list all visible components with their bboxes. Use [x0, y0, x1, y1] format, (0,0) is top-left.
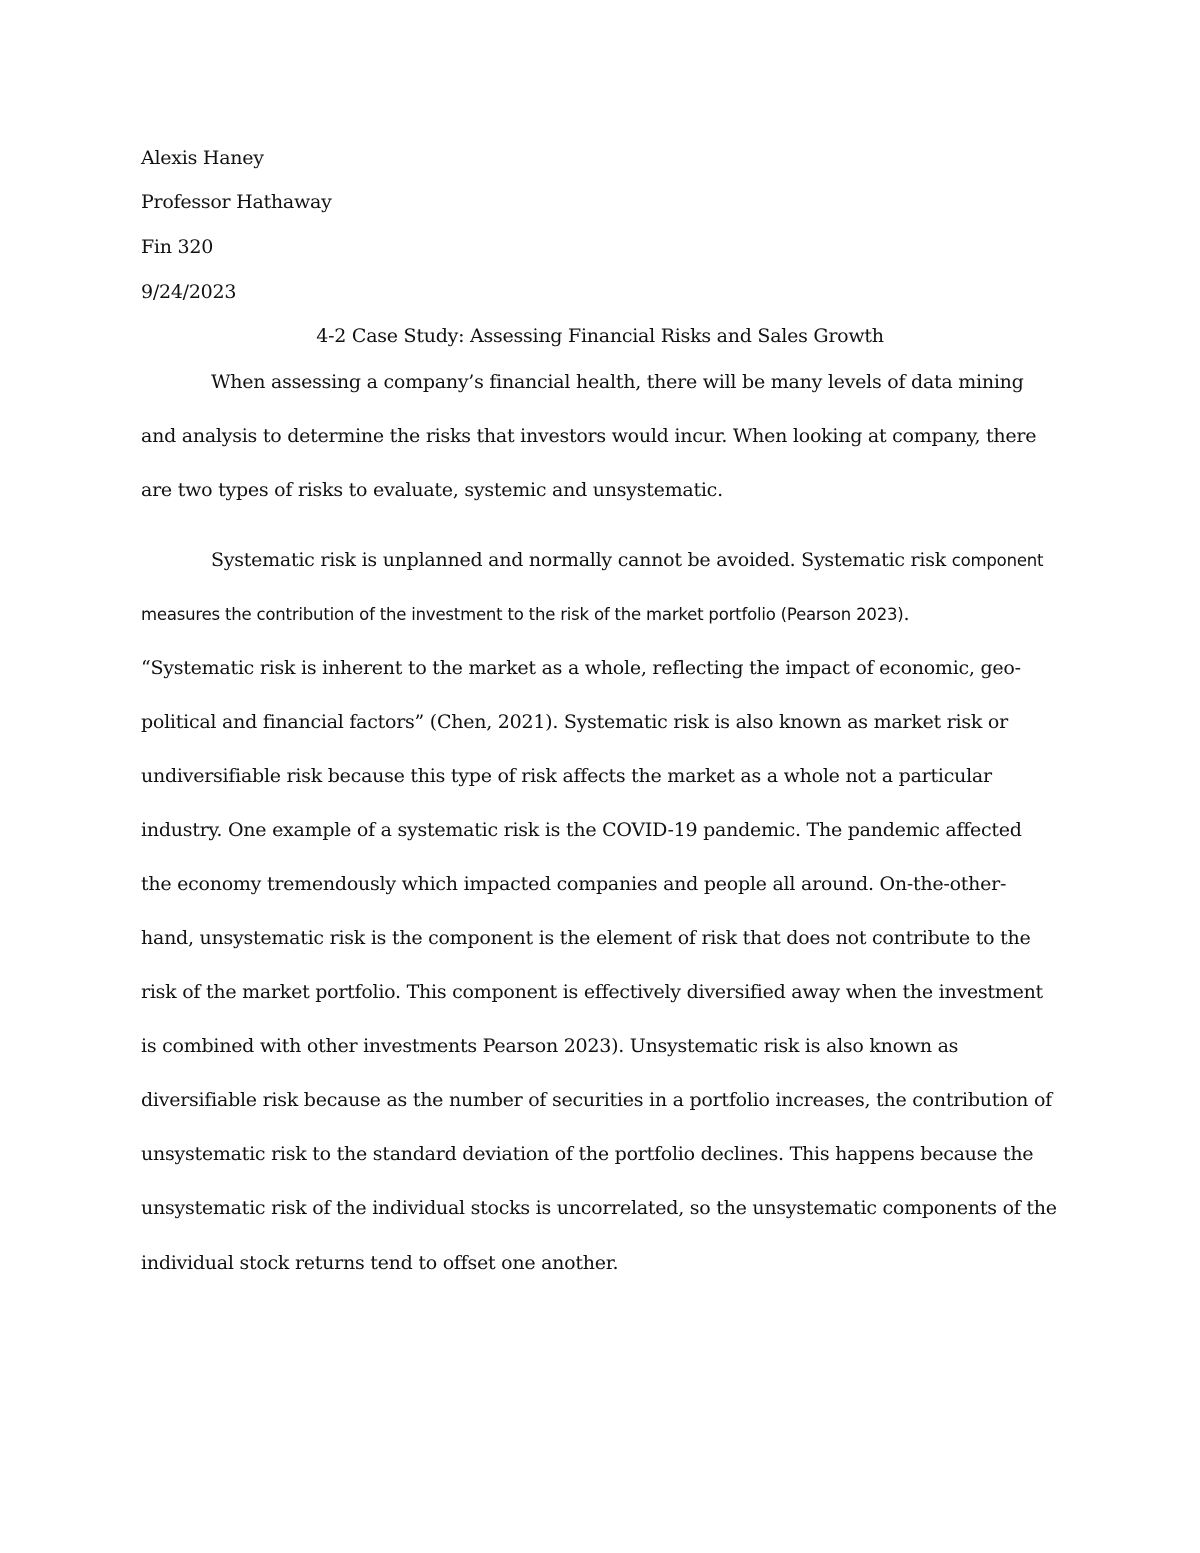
paragraph-line: undiversifiable risk because this type of risk affects the market as a whole not a particular [141, 765, 992, 787]
paragraph-line: individual stock returns tend to offset one another. [141, 1252, 619, 1274]
paragraph-line [141, 602, 909, 627]
paragraph-line: When assessing a company’s financial health, there will be many levels of data mining [211, 371, 1024, 393]
paragraph-line: industry. One example of a systematic risk is the COVID-19 pandemic. The pandemic affected [141, 819, 1022, 841]
document-title: 4-2 Case Study: Assessing Financial Risks and Sales Growth [316, 325, 884, 347]
text-run-sans: component [951, 551, 1044, 570]
paragraph-line: is combined with other investments Pearson 2023). Unsystematic risk is also known as [141, 1035, 959, 1057]
professor-name: Professor Hathaway [141, 191, 332, 213]
paragraph-line: unsystematic risk to the standard deviation of the portfolio declines. This happens because the [141, 1143, 1034, 1165]
paragraph-line: are two types of risks to evaluate, systemic and unsystematic. [141, 479, 723, 501]
paragraph-line [211, 548, 1043, 573]
text-run: Systematic risk is unplanned and normally cannot be avoided. Systematic risk [211, 549, 952, 571]
text-run-sans: measures the contribution of the investment to the risk of the market portfolio (Pearson 2023) [141, 605, 904, 624]
text-run: . [903, 603, 910, 625]
paragraph-line: the economy tremendously which impacted companies and people all around. On-the-other- [141, 873, 1007, 895]
paragraph-line: “Systematic risk is inherent to the market as a whole, reflecting the impact of economic, geo- [141, 657, 1021, 679]
course-name: Fin 320 [141, 236, 214, 258]
paragraph-line: risk of the market portfolio. This component is effectively diversified away when the investment [141, 981, 1043, 1003]
paragraph-line: political and financial factors” (Chen, 2021). Systematic risk is also known as market risk or [141, 711, 1008, 733]
author-name: Alexis Haney [141, 147, 264, 169]
paragraph-line: diversifiable risk because as the number of securities in a portfolio increases, the contribution of [141, 1089, 1052, 1111]
document-date: 9/24/2023 [141, 281, 237, 303]
paragraph-line: and analysis to determine the risks that investors would incur. When looking at company, there [141, 425, 1037, 447]
paragraph-line: unsystematic risk of the individual stocks is uncorrelated, so the unsystematic components of the [141, 1197, 1057, 1219]
paragraph-line: hand, unsystematic risk is the component is the element of risk that does not contribute to the [141, 927, 1031, 949]
